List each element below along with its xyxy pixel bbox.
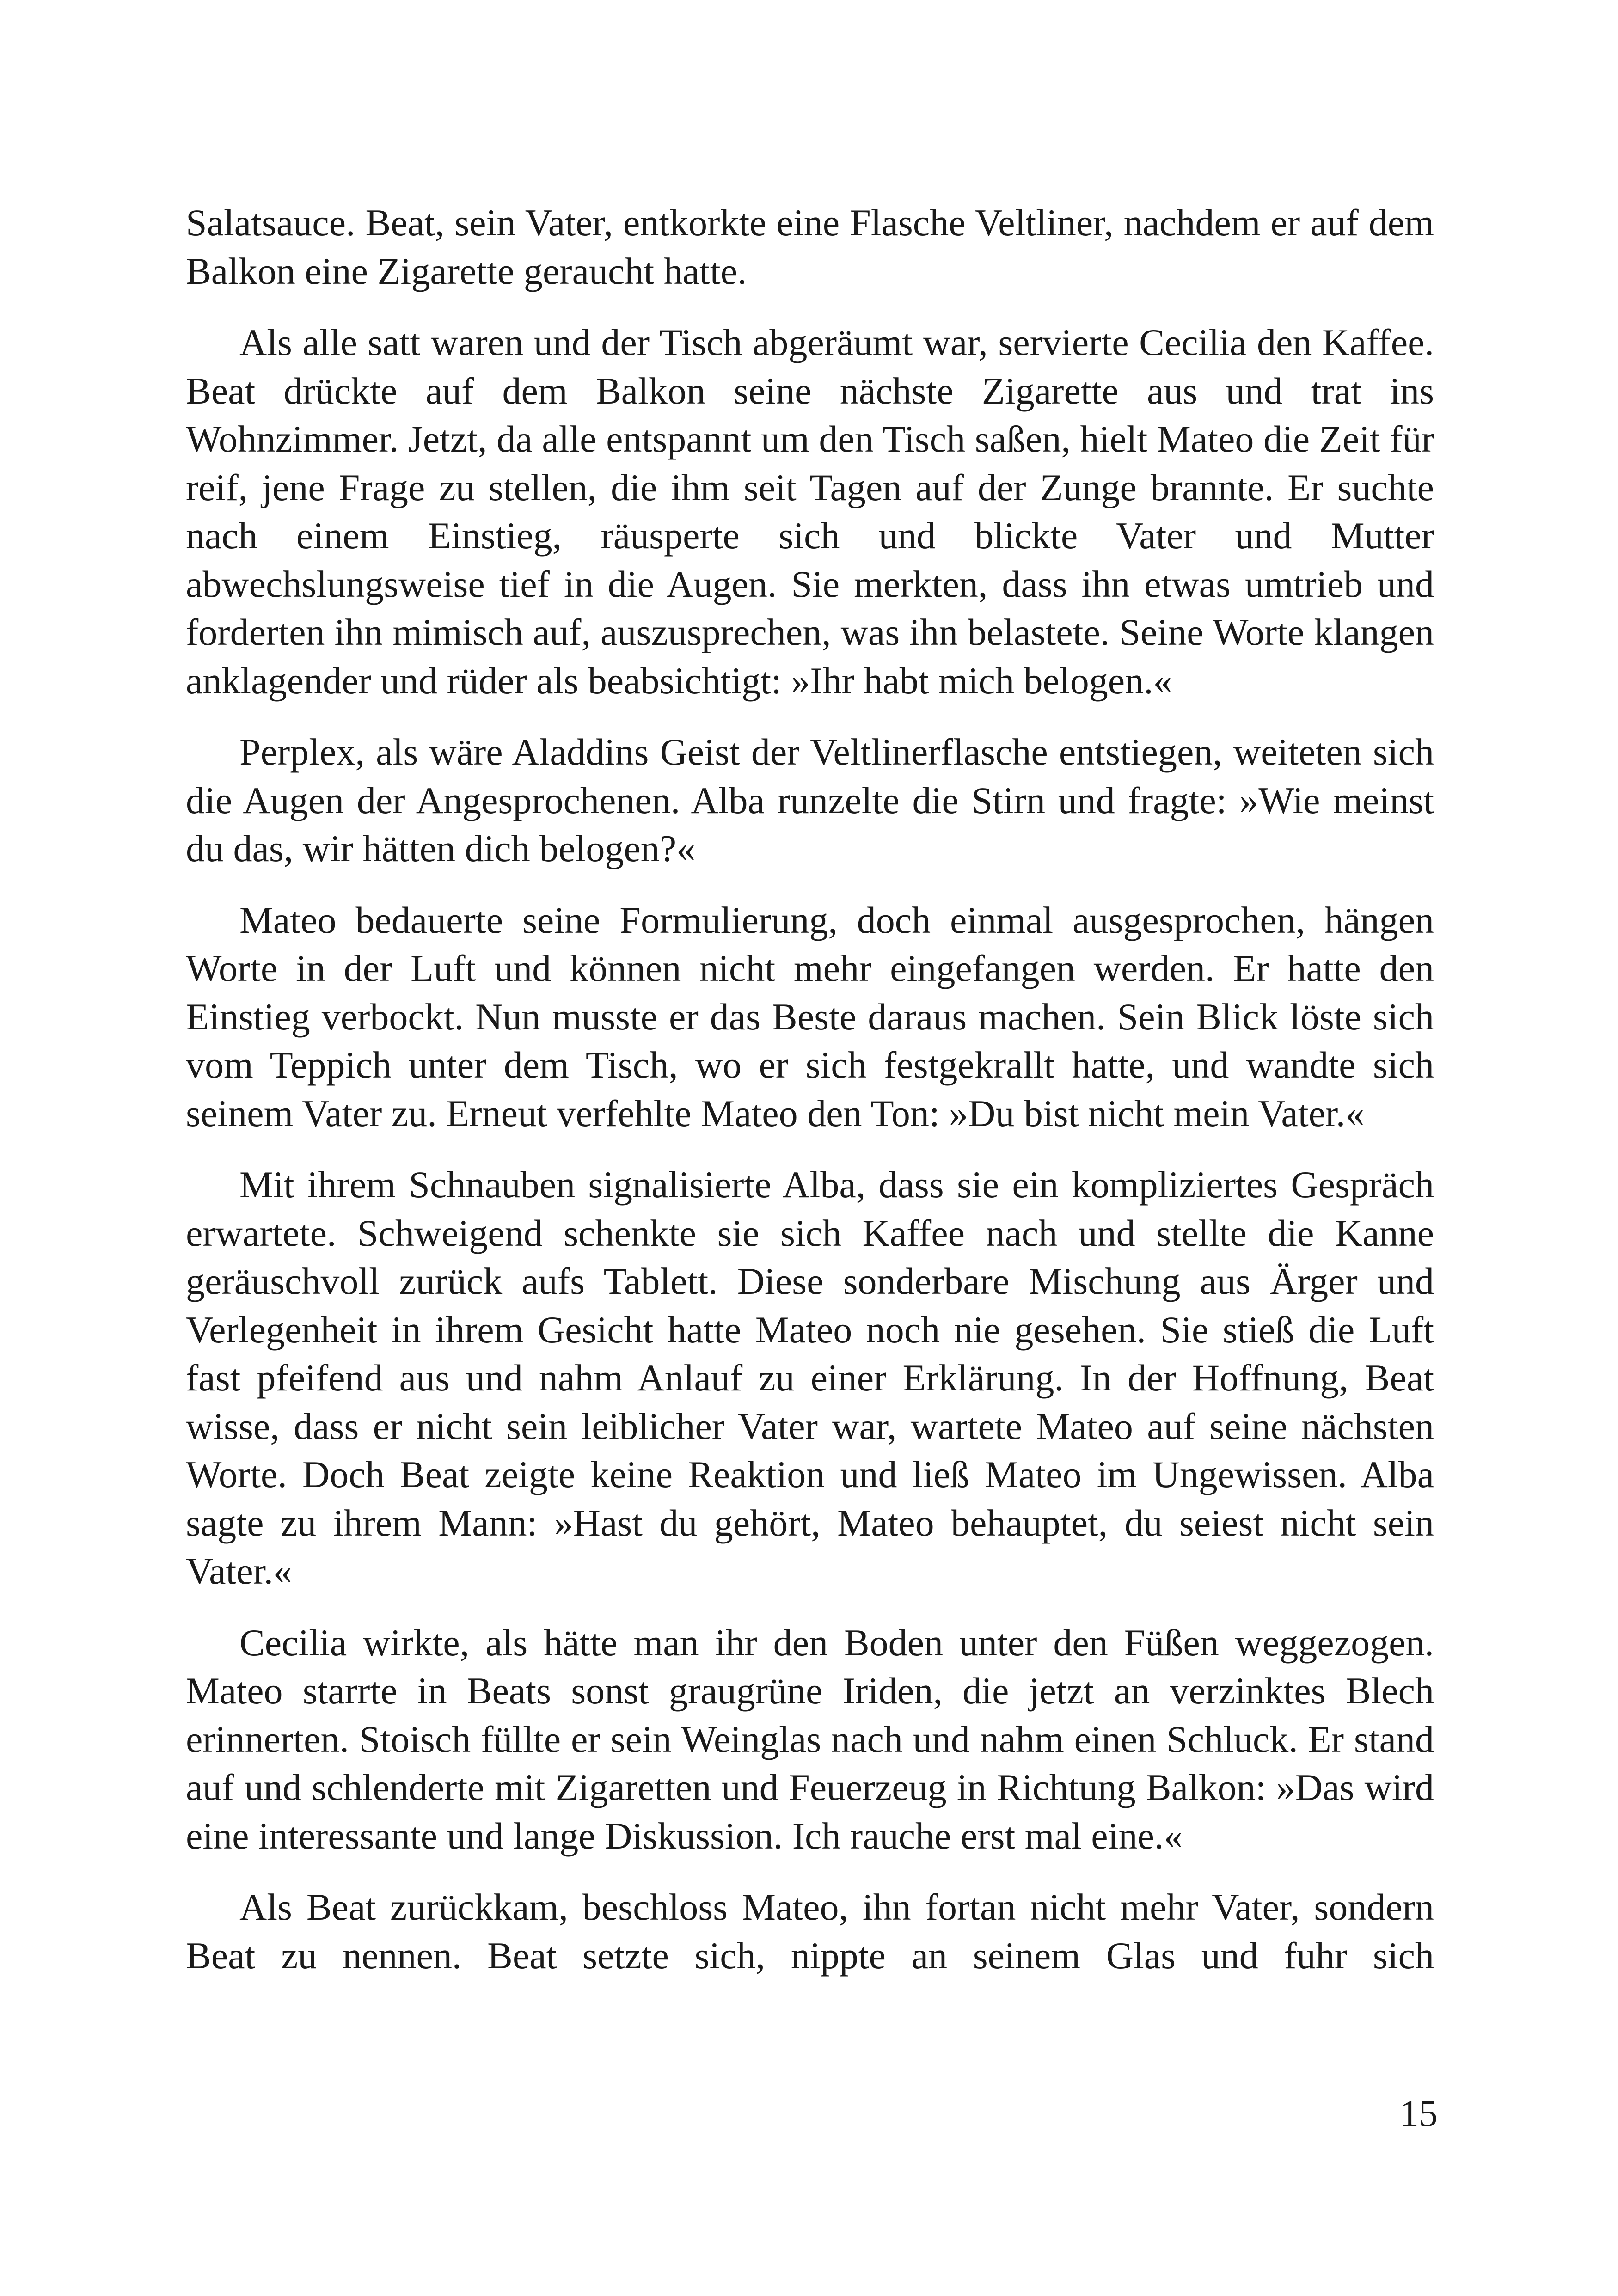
page-number: 15 <box>1400 2092 1438 2134</box>
paragraph-4: Mateo bedauerte seine Formulierung, doch einmal ausgesprochen, hängen Worte in der Luft und können nicht mehr eingefangen werden. Er hatte den Einstieg verbockt. Nun musste er das Beste daraus machen. Sein Blick löste sich vom Teppich unter dem Tisch, wo er sich festgekrallt hatte, und wandte sich seinem Vater zu. Erneut verfehlte Mateo den Ton: »Du bist nicht mein Vater.« <box>186 899 1434 1134</box>
body-text <box>186 199 1434 1980</box>
paragraph-6: Cecilia wirkte, als hätte man ihr den Boden unter den Füßen weggezogen. Mateo starrte in Beats sonst graugrüne Iriden, die jetzt an verzinktes Blech erinnerten. Stoisch füllte er sein Weinglas nach und nahm einen Schluck. Er stand auf und schlenderte mit Zigaretten und Feuerzeug in Richtung Balkon: »Das wird eine interessante und lange Diskussion. Ich rauche erst mal eine.« <box>186 1621 1434 1857</box>
paragraph-7: Als Beat zurückkam, beschloss Mateo, ihn fortan nicht mehr Vater, sondern Beat zu nennen. Beat setzte sich, nippte an seinem Glas und fuhr sich <box>186 1886 1434 1977</box>
paragraph-3: Perplex, als wäre Aladdins Geist der Veltlinerflasche entstiegen, weiteten sich die Augen der Angesprochenen. Alba runzelte die Stirn und fragte: »Wie meinst du das, wir hätten dich belogen?« <box>186 731 1434 869</box>
paragraph-5: Mit ihrem Schnauben signalisierte Alba, dass sie ein kompliziertes Gespräch erwartete. Schweigend schenkte sie sich Kaffee nach und stellte die Kanne geräuschvoll zurück aufs Tablett. Diese sonderbare Mischung aus Ärger und Verlegenheit in ihrem Gesicht hatte Mateo noch nie gesehen. Sie stieß die Luft fast pfeifend aus und nahm Anlauf zu einer Erklärung. In der Hoffnung, Beat wisse, dass er nicht sein leiblicher Vater war, wartete Mateo auf seine nächsten Worte. Doch Beat zeigte keine Reaktion und ließ Mateo im Ungewissen. Alba sagte zu ihrem Mann: »Hast du gehört, Mateo behauptet, du seiest nicht sein Vater.« <box>186 1163 1434 1592</box>
paragraph-2: Als alle satt waren und der Tisch abgeräumt war, servierte Cecilia den Kaffee. Beat drückte auf dem Balkon seine nächste Zigarette aus und trat ins Wohnzimmer. Jetzt, da alle entspannt um den Tisch saßen, hielt Mateo die Zeit für reif, jene Frage zu stellen, die ihm seit Tagen auf der Zunge brannte. Er suchte nach einem Einstieg, räusperte sich und blickte Vater und Mutter abwechslungsweise tief in die Augen. Sie merkten, dass ihn etwas umtrieb und forderten ihn mimisch auf, auszusprechen, was ihn belastete. Seine Worte klangen anklagender und rüder als beabsichtigt: »Ihr habt mich belogen.« <box>186 321 1434 702</box>
paragraph-1: Salatsauce. Beat, sein Vater, entkorkte eine Flasche Veltliner, nachdem er auf dem Balkon eine Zigarette geraucht hatte. <box>186 202 1434 292</box>
